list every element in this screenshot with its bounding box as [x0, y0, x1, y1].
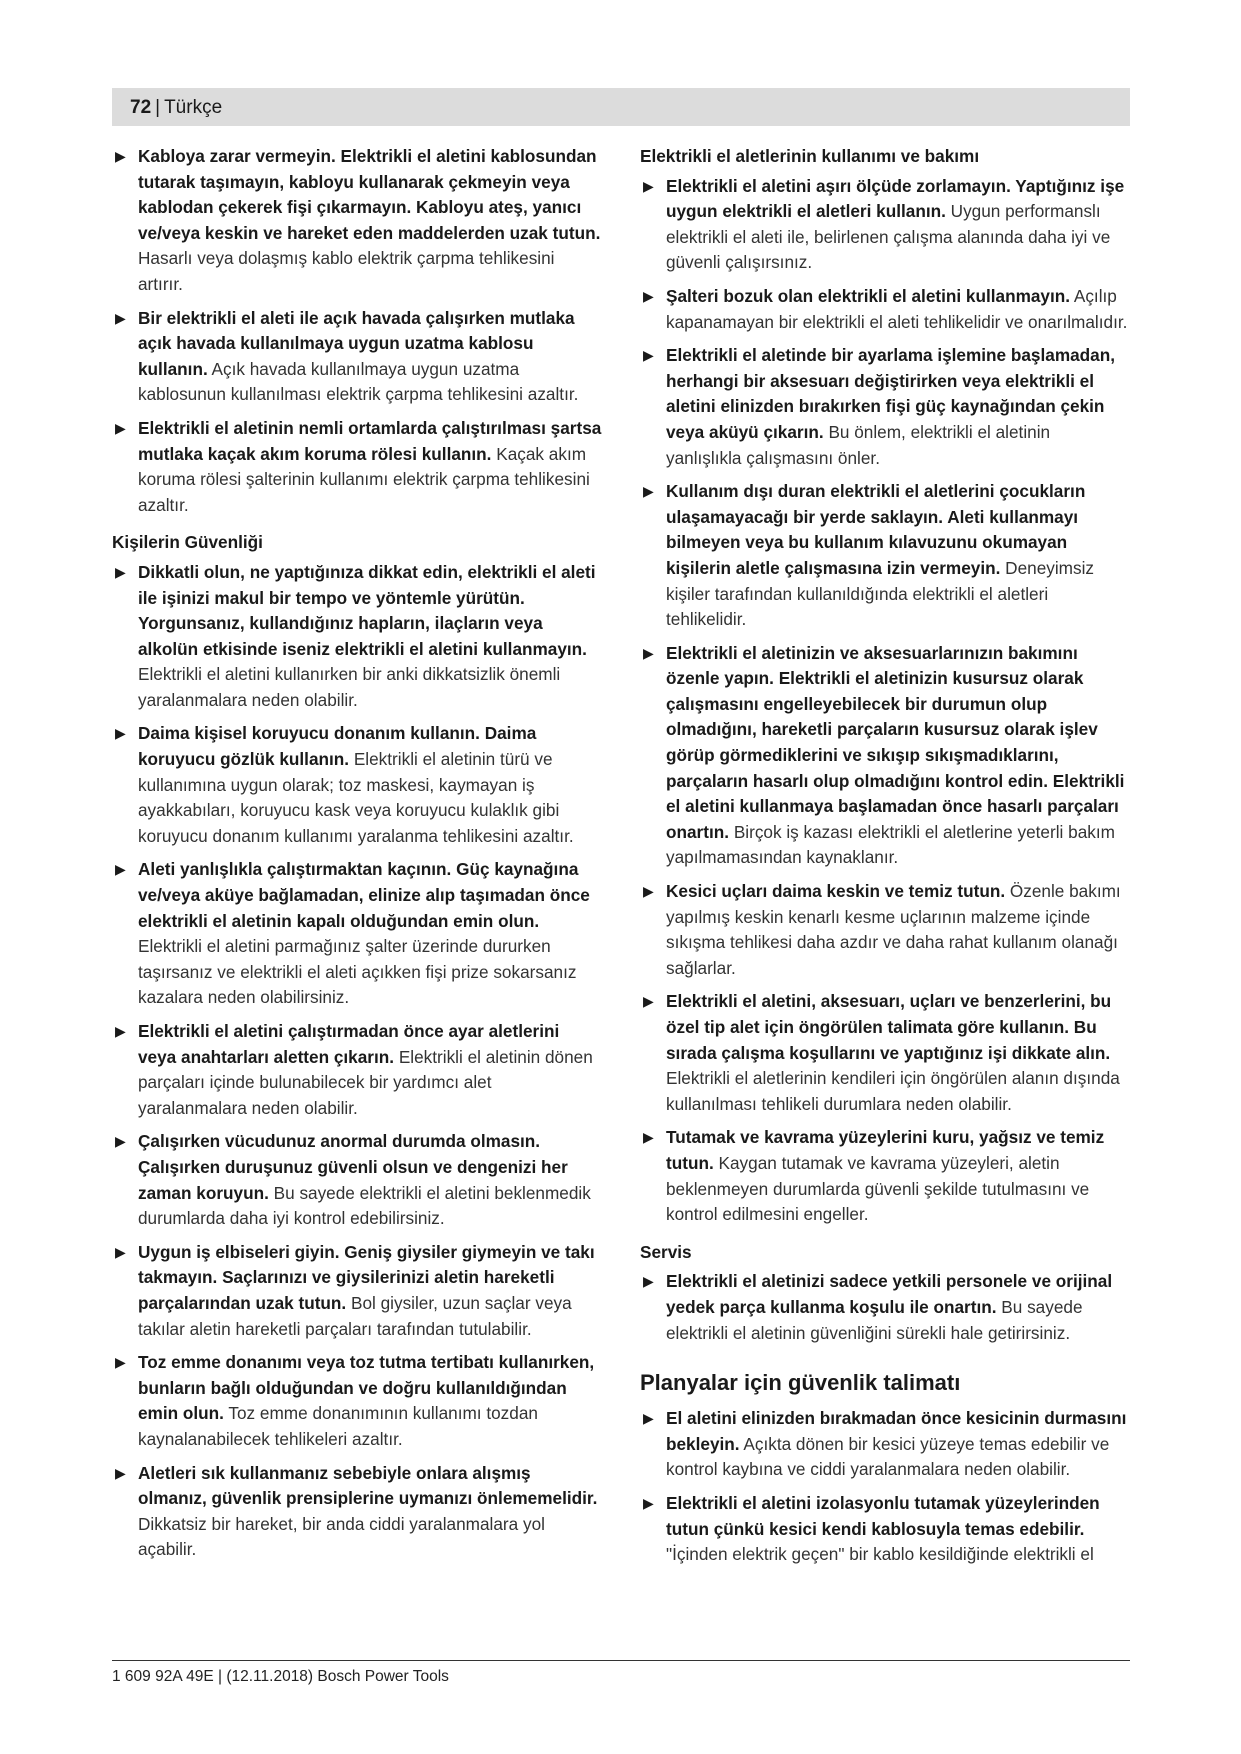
list-item	[640, 1406, 1130, 1483]
item-bold-text: Aleti yanlışlıkla çalıştırmaktan kaçının. Güç kaynağına ve/veya aküye bağlamadan, elinize alıp taşımadan önce elektrikli el aletinin kapalı olduğundan emin olun.	[138, 859, 590, 931]
bullet-triangle-icon: ▶	[115, 1133, 126, 1150]
item-normal-text: Elektrikli el aletinin dönen parçaları içinde bulunabilecek bir yardımcı alet yaralanmalara neden olabilir.	[138, 1046, 593, 1118]
bullet-triangle-icon: ▶	[115, 725, 126, 742]
item-bold-text: Tutamak ve kavrama yüzeylerini kuru, yağsız ve temiz tutun.	[666, 1127, 1105, 1173]
item-normal-text: Birçok iş kazası elektrikli el aletlerine yeterli bakım yapılmamasından kaynaklanır.	[666, 821, 1115, 868]
item-bold-text: Toz emme donanımı veya toz tutma tertibatı kullanırken, bunların bağlı olduğundan ve doğru kullanıldığından emin olun.	[138, 1352, 595, 1424]
item-bold-text: Elektrikli el aletinin nemli ortamlarda çalıştırılması şartsa mutlaka kaçak akım koruma rölesi kullanın.	[138, 417, 602, 464]
right-column	[640, 144, 1130, 1576]
item-normal-text: Elektrikli el aletini kullanırken bir anki dikkatsizlik önemli yaralanmalara neden olabilir.	[138, 664, 561, 710]
list-item	[112, 1240, 602, 1342]
bullet-triangle-icon: ▶	[643, 1273, 654, 1290]
bullet-triangle-icon: ▶	[643, 287, 654, 304]
bullet-triangle-icon: ▶	[115, 1023, 126, 1039]
list-item	[640, 989, 1130, 1117]
list-item	[112, 416, 602, 518]
planer-safety-list	[640, 1406, 1130, 1568]
section-title-service: Servis	[640, 1241, 692, 1262]
item-normal-text: Elektrikli el aletlerinin kendileri için öngörülen alanın dışında kullanılması tehlikeli durumlara neden olabilir.	[666, 1068, 1120, 1114]
item-bold-text: Aletleri sık kullanmanız sebebiyle onlara alışmış olmanız, güvenlik prensiplerine uymanızı önlememelidir.	[138, 1462, 598, 1509]
item-bold-text: Elektrikli el aletinde bir ayarlama işlemine başlamadan, herhangi bir aksesuarı değiştirirken veya elektrikli el aletini elinizden bırakırken fişi güç kaynağından çekin veya aküyü çıkarın.	[666, 345, 1115, 442]
list-item	[112, 1129, 602, 1231]
item-normal-text: Elektrikli el aletinin türü ve kullanımına uygun olarak; toz maskesi, kaymayan iş ayakkabıları, koruyucu kask veya koruyucu kulaklık gibi koruyucu donanım kullanımı yaralanma tehlikesini azaltır.	[138, 749, 574, 846]
list-item	[640, 1491, 1130, 1568]
list-item	[640, 1269, 1130, 1346]
item-normal-text: Toz emme donanımının kullanımı tozdan kaynalanabilecek tehlikeleri azaltır.	[138, 1403, 538, 1449]
item-bold-text: Elektrikli el aletinizin ve aksesuarlarınızın bakımını özenle yapın. Elektrikli el aletinizin kusursuz olarak çalışmasını engelleyebilecek bir durumun olup olmadığını, hareketli parçaların kusursuz olarak işlev görüp görmediklerini ve sıkışıp sıkışmadıklarını, parçaların hasarlı olup olmadığını kontrol edin. Elektrikli el aletini kullanmaya başlamadan önce hasarlı parçaları onartın.	[666, 642, 1125, 842]
bullet-triangle-icon: ▶	[643, 644, 654, 661]
footer-text: 1 609 92A 49E | (12.11.2018) Bosch Power Tools	[112, 1668, 449, 1685]
item-normal-text: "İçinden elektrik geçen" bir kablo kesildiğinde elektrikli el	[666, 1544, 1094, 1565]
item-normal-text: Açılıp kapanamayan bir elektrikli el aleti tehlikelidir ve onarılmalıdır.	[666, 285, 1128, 332]
item-normal-text: Bu sayede elektrikli el aletini beklenmedik durumlarda daha iyi kontrol edebilirsiniz.	[138, 1182, 591, 1229]
left-column	[112, 144, 602, 1571]
item-normal-text: Bu önlem, elektrikli el aletinin yanlışlıkla çalışmasını önler.	[666, 421, 1051, 468]
bullet-triangle-icon: ▶	[643, 483, 654, 500]
bullet-triangle-icon: ▶	[643, 1494, 654, 1511]
bullet-triangle-icon: ▶	[115, 309, 126, 326]
item-bold-text: Elektrikli el aletinizi sadece yetkili personele ve orijinal yedek parça kullanma koşulu ile onartın.	[666, 1271, 1113, 1317]
list-item	[112, 1461, 602, 1563]
list-item	[640, 479, 1130, 633]
bullet-triangle-icon: ▶	[643, 1410, 654, 1427]
item-bold-text: Uygun iş elbiseleri giyin. Geniş giysiler giymeyin ve takı takmayın. Saçlarınızı ve giysilerinizi aletin hareketli parçalarından uzak tutun.	[138, 1241, 595, 1313]
list-item	[112, 721, 602, 849]
list-item	[640, 879, 1130, 981]
bullet-triangle-icon: ▶	[115, 1243, 126, 1260]
section-title-tool-use: Elektrikli el aletlerinin kullanımı ve bakımı	[640, 146, 980, 166]
bullet-triangle-icon: ▶	[643, 1129, 654, 1146]
list-item	[112, 144, 602, 298]
list-item	[112, 560, 602, 714]
header-language: Türkçe	[164, 97, 223, 118]
item-normal-text: Açık havada kullanılmaya uygun uzatma kablosunun kullanılması elektrik çarpma tehlikesini azaltır.	[138, 358, 579, 405]
list-item	[640, 641, 1130, 871]
bullet-triangle-icon: ▶	[643, 883, 654, 900]
bullet-triangle-icon: ▶	[115, 1354, 126, 1371]
list-item	[640, 1125, 1130, 1227]
list-item	[112, 306, 602, 408]
item-normal-text: Hasarlı veya dolaşmış kablo elektrik çarpma tehlikesini artırır.	[138, 248, 555, 294]
item-bold-text: Bir elektrikli el aleti ile açık havada çalışırken mutlaka açık havada kullanılmaya uygun uzatma kablosu kullanın.	[138, 307, 575, 379]
item-bold-text: Elektrikli el aletini izolasyonlu tutamak yüzeylerinden tutun çünkü kesici kendi kablosuyla temas edebilir.	[666, 1492, 1100, 1539]
tool-use-list	[640, 174, 1130, 1228]
list-item	[640, 174, 1130, 276]
item-normal-text: Kaçak akım koruma rölesi şalterinin kullanımı elektrik çarpma tehlikesini azaltır.	[138, 443, 590, 515]
item-bold-text: Daima kişisel koruyucu donanım kullanın. Daima koruyucu gözlük kullanın.	[138, 723, 537, 770]
item-bold-text: Dikkatli olun, ne yaptığınıza dikkat edin, elektrikli el aleti ile işinizi makul bir tempo ve yöntemle yürütün. Yorgunsanız, kullandığınız hapların, ilaçların veya alkolün etkisinde iseniz elektrikli el aletini kullanmayın.	[138, 561, 596, 659]
bullet-triangle-icon: ▶	[643, 993, 654, 1010]
item-bold-text: Elektrikli el aletini, aksesuarı, uçları ve benzerlerini, bu özel tip alet için öngörülen talimata göre kullanın. Bu sırada çalışma koşullarını ve yaptığınız işi dikkate alın.	[666, 991, 1112, 1063]
item-bold-text: Elektrikli el aletini çalıştırmadan önce ayar aletlerini veya anahtarları aletten çıkarın.	[138, 1021, 560, 1067]
footer-rule	[112, 1660, 1130, 1661]
item-normal-text: Özenle bakımı yapılmış keskin kenarlı kesme uçlarının malzeme içinde sıkışma tehlikesi daha azdır ve daha rahat kullanım olanağı sağlarlar.	[666, 881, 1121, 978]
personal-safety-list	[112, 560, 602, 1563]
item-normal-text: Elektrikli el aletini parmağınız şalter üzerinde dururken taşırsanız ve elektrikli el aleti açıkken fişi prize sokarsanız kazalara neden olabilirsiniz.	[138, 936, 577, 1008]
bullet-triangle-icon: ▶	[115, 1464, 126, 1481]
item-normal-text: Bu sayede elektrikli el aletinin güvenliğini sürekli hale getirirsiniz.	[666, 1296, 1083, 1343]
item-normal-text: Bol giysiler, uzun saçlar veya takılar aletin hareketli parçaları tarafından tutulabilir.	[138, 1292, 572, 1339]
bullet-triangle-icon: ▶	[115, 563, 126, 580]
header-text	[130, 97, 222, 119]
intro-list	[112, 144, 602, 518]
bullet-triangle-icon: ▶	[115, 148, 126, 164]
item-bold-text: Elektrikli el aletini aşırı ölçüde zorlamayın. Yaptığınız işe uygun elektrikli el aletleri kullanın.	[666, 175, 1125, 222]
bullet-triangle-icon: ▶	[643, 177, 654, 194]
item-bold-text: Çalışırken vücudunuz anormal durumda olmasın. Çalışırken duruşunuz güvenli olsun ve dengenizi her zaman koruyun.	[138, 1131, 568, 1203]
bullet-triangle-icon: ▶	[643, 347, 654, 364]
list-item	[112, 1019, 602, 1121]
list-item	[112, 857, 602, 1011]
item-bold-text: Kullanım dışı duran elektrikli el aletlerini çocukların ulaşamayacağı bir yerde saklayın. Aleti kullanmayı bilmeyen veya bu kullanım kılavuzunu okumayan kişilerin aletle çalışmasına izin vermeyin.	[666, 481, 1086, 578]
bullet-triangle-icon: ▶	[115, 419, 126, 436]
item-bold-text: Şalteri bozuk olan elektrikli el aletini kullanmayın.	[666, 285, 1071, 306]
item-bold-text: Kabloya zarar vermeyin. Elektrikli el aletini kablosundan tutarak taşımayın, kabloyu kullanarak çekmeyin veya kablodan çekerek fişi çıkarmayın. Kabloyu ateş, yanıcı ve/veya keskin ve hareket eden maddelerden uzak tutun.	[138, 146, 601, 243]
list-item	[640, 343, 1130, 471]
page-number: 72	[130, 97, 152, 118]
item-bold-text: Kesici uçları daima keskin ve temiz tutun.	[666, 881, 1006, 902]
header-separator: |	[155, 97, 161, 118]
item-bold-text: El aletini elinizden bırakmadan önce kesicinin durmasını bekleyin.	[666, 1408, 1127, 1454]
list-item	[112, 1350, 602, 1452]
item-normal-text: Kaygan tutamak ve kavrama yüzeyleri, aletin beklenmeyen durumlarda güvenli şekilde tutulmasını ve kontrol edilmesini engeller.	[666, 1152, 1090, 1225]
section-title-personal-safety: Kişilerin Güvenliği	[112, 532, 263, 553]
page-header	[112, 88, 1130, 126]
service-list	[640, 1269, 1130, 1346]
item-normal-text: Açıkta dönen bir kesici yüzeye temas edebilir ve kontrol kaybına ve ciddi yaralanmalara neden olabilir.	[666, 1433, 1110, 1480]
section-title-planer-safety: Planyalar için güvenlik talimatı	[640, 1370, 961, 1396]
item-normal-text: Uygun performanslı elektrikli el aleti ile, belirlenen çalışma alanında daha iyi ve güvenli çalışırsınız.	[666, 201, 1111, 273]
item-normal-text: Deneyimsiz kişiler tarafından kullanıldığında elektrikli el aletleri tehlikelidir.	[666, 557, 1094, 630]
bullet-triangle-icon: ▶	[115, 861, 126, 878]
item-normal-text: Dikkatsiz bir hareket, bir anda ciddi yaralanmalara yol açabilir.	[138, 1513, 545, 1560]
list-item	[640, 284, 1130, 335]
